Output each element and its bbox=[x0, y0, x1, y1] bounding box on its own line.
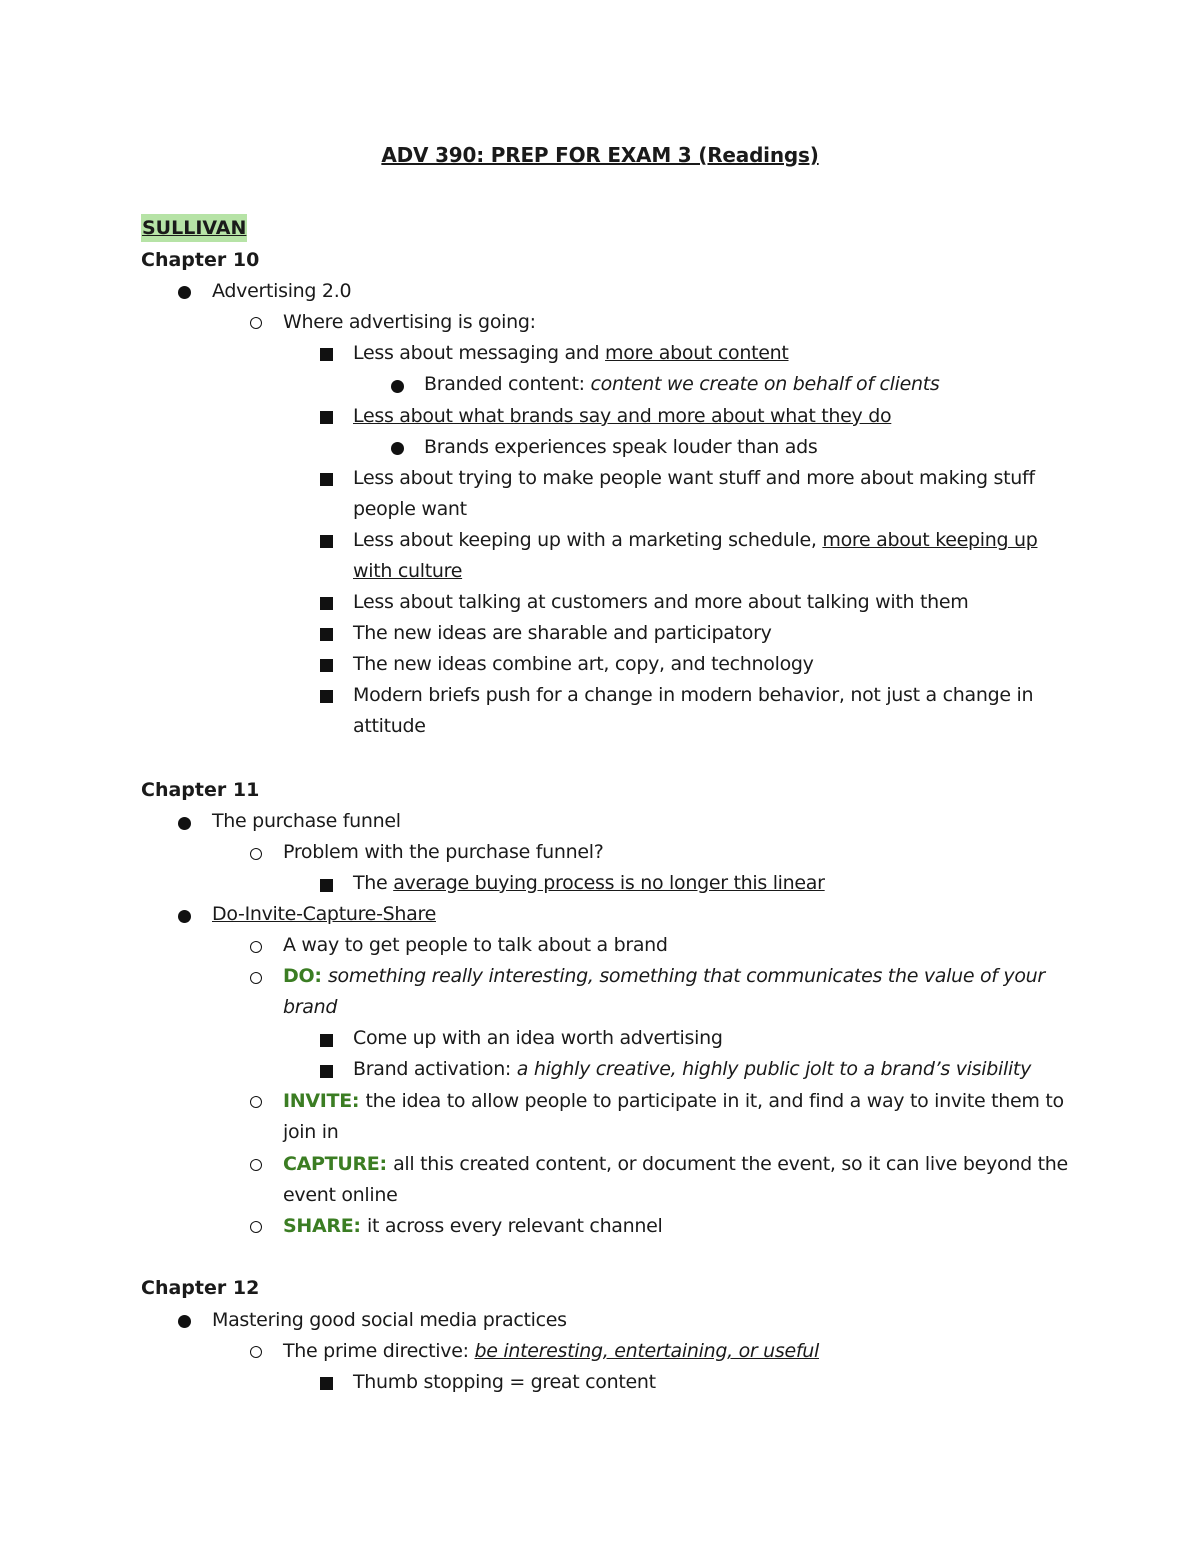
italic-text: content we create on behalf of clients bbox=[590, 373, 940, 395]
document-title: ADV 390: PREP FOR EXAM 3 (Readings) bbox=[381, 143, 819, 167]
keyword-share: SHARE: bbox=[283, 1215, 368, 1237]
list-item bbox=[353, 868, 825, 899]
bullet-square-icon bbox=[320, 535, 333, 548]
bullet-square-icon bbox=[320, 879, 333, 892]
list-item: Thumb stopping = great content bbox=[353, 1371, 656, 1393]
list-item: Less about trying to make people want stuff and more about making stuff bbox=[353, 467, 1035, 489]
list-item-text: Where advertising is going: bbox=[283, 311, 536, 333]
list-item-continuation: attitude bbox=[353, 715, 426, 737]
list-item bbox=[424, 369, 939, 400]
italic-text: a highly creative, highly public jolt to a brand’s visibility bbox=[516, 1058, 1032, 1080]
list-item: Advertising 2.0 bbox=[212, 280, 352, 302]
bullet-square-icon bbox=[320, 690, 333, 703]
keyword-invite: INVITE: bbox=[283, 1090, 366, 1112]
list-item: The new ideas combine art, copy, and technology bbox=[353, 653, 814, 675]
bullet-disc-icon bbox=[391, 380, 404, 393]
bullet-circle-icon bbox=[250, 848, 262, 860]
underlined-text: more about content bbox=[605, 342, 789, 364]
section-heading: SULLIVAN bbox=[141, 214, 247, 242]
bullet-square-icon bbox=[320, 1065, 333, 1078]
list-item-text: The prime directive: bbox=[283, 1340, 475, 1362]
list-item: Less about what brands say and more about what they do bbox=[353, 405, 892, 427]
bullet-square-icon bbox=[320, 597, 333, 610]
list-item-text: Less about messaging and bbox=[353, 342, 606, 364]
bullet-disc-icon bbox=[178, 286, 191, 299]
bullet-circle-icon bbox=[250, 1159, 262, 1171]
bullet-circle-icon bbox=[250, 972, 262, 984]
list-item bbox=[283, 1336, 819, 1367]
bullet-disc-icon bbox=[178, 1315, 191, 1328]
list-item-text: Brand activation: bbox=[353, 1058, 517, 1080]
bullet-square-icon bbox=[320, 473, 333, 486]
list-item-continuation: people want bbox=[353, 498, 467, 520]
list-item bbox=[353, 338, 789, 369]
list-item: Problem with the purchase funnel? bbox=[283, 841, 604, 863]
list-item-text: all this created content, or document the event, so it can live beyond the bbox=[393, 1153, 1068, 1175]
list-item bbox=[283, 1149, 1068, 1180]
list-item: A way to get people to talk about a brand bbox=[283, 934, 668, 956]
list-item-continuation: with culture bbox=[353, 560, 463, 582]
list-item-continuation: join in bbox=[283, 1121, 339, 1143]
chapter-heading: Chapter 10 bbox=[141, 249, 260, 271]
bullet-square-icon bbox=[320, 628, 333, 641]
bullet-disc-icon bbox=[178, 817, 191, 830]
list-item bbox=[283, 307, 536, 338]
list-item: Less about talking at customers and more about talking with them bbox=[353, 591, 969, 613]
italic-text: something really interesting, something that communicates the value of your bbox=[327, 965, 1045, 987]
bullet-circle-icon bbox=[250, 1346, 262, 1358]
underlined-text: average buying process is no longer this linear bbox=[393, 872, 825, 894]
list-item bbox=[353, 1054, 1031, 1085]
underlined-text: more about keeping up bbox=[822, 529, 1038, 551]
list-item-continuation: brand bbox=[283, 996, 338, 1018]
italic-underlined-text: be interesting, entertaining, or useful bbox=[474, 1340, 819, 1362]
bullet-circle-icon bbox=[250, 941, 262, 953]
bullet-disc-icon bbox=[391, 442, 404, 455]
list-item: The purchase funnel bbox=[212, 810, 401, 832]
list-item-text: Less about keeping up with a marketing schedule, bbox=[353, 529, 823, 551]
list-item: Do-Invite-Capture-Share bbox=[212, 903, 436, 925]
list-item-text: The bbox=[353, 872, 394, 894]
list-item bbox=[283, 1211, 663, 1242]
bullet-circle-icon bbox=[250, 317, 262, 329]
list-item-text: it across every relevant channel bbox=[367, 1215, 663, 1237]
list-item-continuation: event online bbox=[283, 1184, 398, 1206]
list-item-text: the idea to allow people to participate in it, and find a way to invite them to bbox=[365, 1090, 1064, 1112]
bullet-square-icon bbox=[320, 1034, 333, 1047]
list-item: The new ideas are sharable and participatory bbox=[353, 622, 772, 644]
bullet-disc-icon bbox=[178, 910, 191, 923]
list-item: Brands experiences speak louder than ads bbox=[424, 436, 818, 458]
bullet-circle-icon bbox=[250, 1221, 262, 1233]
list-item: Come up with an idea worth advertising bbox=[353, 1027, 723, 1049]
bullet-square-icon bbox=[320, 411, 333, 424]
list-item: Modern briefs push for a change in modern behavior, not just a change in bbox=[353, 684, 1034, 706]
chapter-heading: Chapter 11 bbox=[141, 779, 260, 801]
list-item bbox=[283, 1086, 1064, 1117]
bullet-square-icon bbox=[320, 1377, 333, 1390]
list-item-text: Branded content: bbox=[424, 373, 591, 395]
chapter-heading: Chapter 12 bbox=[141, 1277, 260, 1299]
bullet-square-icon bbox=[320, 348, 333, 361]
bullet-circle-icon bbox=[250, 1096, 262, 1108]
list-item bbox=[353, 525, 1037, 556]
list-item: Mastering good social media practices bbox=[212, 1309, 567, 1331]
list-item bbox=[283, 961, 1045, 992]
keyword-capture: CAPTURE: bbox=[283, 1153, 394, 1175]
bullet-square-icon bbox=[320, 659, 333, 672]
keyword-do: DO: bbox=[283, 965, 328, 987]
